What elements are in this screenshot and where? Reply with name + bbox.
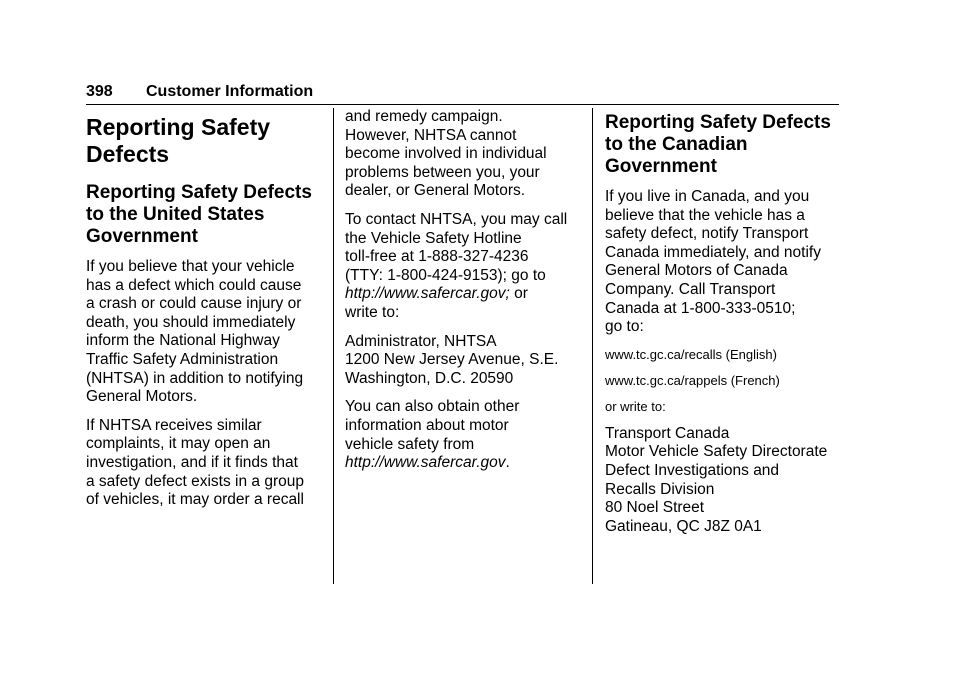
safercar-link[interactable]: http://www.safercar.gov; (345, 285, 510, 303)
nhtsa-para-1 (345, 108, 585, 201)
canada-address (605, 425, 845, 537)
text-line: Gatineau, QC J8Z 0A1 (605, 517, 762, 535)
column-divider (592, 108, 593, 584)
us-government-heading: Reporting Safety Defects to the United States Government (86, 182, 312, 247)
text-line: Motor Vehicle Safety Directorate (605, 443, 828, 461)
column-2 (345, 108, 585, 473)
safercar-link-2[interactable]: http://www.safercar.gov (345, 454, 506, 472)
text-line: 1200 New Jersey Avenue, S.E. (345, 351, 559, 369)
text-line: inform the National Highway (86, 332, 280, 350)
text-line: If you live in Canada, and you (605, 188, 810, 205)
text-line: To contact NHTSA, you may call (345, 210, 568, 228)
text-line: investigation, and if it finds that (86, 453, 298, 471)
text-line: complaints, it may open an (86, 435, 271, 453)
column-3 (605, 108, 845, 536)
nhtsa-address (345, 333, 585, 389)
canada-heading: Reporting Safety Defects to the Canadian Government (605, 112, 831, 177)
us-para-1 (86, 258, 326, 407)
text-line: General Motors of Canada (605, 262, 788, 280)
text-line: of vehicles, it may order a recall (86, 491, 304, 509)
text-line: Defect Investigations and (605, 461, 780, 479)
canada-url-english[interactable]: www.tc.gc.ca/recalls (English) (605, 346, 777, 362)
text-line: If NHTSA receives similar (86, 416, 262, 434)
page-header (86, 82, 839, 105)
canada-para-1 (605, 188, 845, 337)
canada-url-french[interactable]: www.tc.gc.ca/rappels (French) (605, 372, 780, 388)
text-line: toll-free at 1-888-327-4236 (345, 248, 529, 266)
text-line: the Vehicle Safety Hotline (345, 229, 522, 247)
text-line: (TTY: 1-800-424-9153); go to (345, 266, 546, 284)
nhtsa-contact-para: To contact NHTSA, you may call the Vehicle Safety Hotline toll-free at 1-888-327-4236 (TTY: 1-800-424-9153); go to http://www.safercar.gov; or write to: (345, 211, 585, 323)
canada-or-write: or write to: (605, 398, 666, 414)
text-line: Recalls Division (605, 480, 715, 498)
page-number: 398 (86, 83, 113, 100)
text-line: believe that the vehicle has a (605, 206, 805, 224)
text-line: go to: (605, 318, 644, 336)
nhtsa-more-info-para: You can also obtain other information about motor vehicle safety from http://www.safercar.gov. (345, 398, 585, 472)
text-line: Canada at 1-800-333-0510; (605, 299, 796, 317)
text-line: dealer, or General Motors. (345, 182, 526, 200)
column-1 (86, 108, 326, 510)
text-line: has a defect which could cause (86, 276, 302, 294)
text-line: safety defect, notify Transport (605, 225, 809, 243)
text-line: a safety defect exists in a group (86, 472, 304, 490)
text-line: Transport Canada (605, 424, 730, 442)
text-line: Traffic Safety Administration (86, 350, 279, 368)
text-line: (NHTSA) in addition to notifying (86, 369, 304, 387)
text-line: death, you should immediately (86, 313, 296, 331)
column-divider (333, 108, 334, 584)
text-line: a crash or could cause injury or (86, 295, 302, 313)
text-line: General Motors. (86, 388, 198, 406)
text-line: information about motor (345, 416, 509, 434)
text-line: Company. Call Transport (605, 280, 776, 298)
text-line: 80 Noel Street (605, 499, 705, 517)
text-line: If you believe that your vehicle (86, 258, 295, 275)
text-line: Canada immediately, and notify (605, 243, 821, 261)
text-line: Administrator, NHTSA (345, 332, 497, 350)
text-line: Washington, D.C. 20590 (345, 369, 514, 387)
text-line: and remedy campaign. (345, 108, 503, 125)
text-line: vehicle safety from (345, 435, 475, 453)
section-title: Customer Information (146, 83, 314, 100)
text-line: problems between you, your (345, 163, 540, 181)
main-heading: Reporting Safety Defects (86, 114, 271, 167)
text-line: You can also obtain other (345, 398, 520, 416)
us-para-2 (86, 417, 326, 510)
text-line: However, NHTSA cannot (345, 126, 517, 144)
text-line: become involved in individual (345, 145, 547, 163)
